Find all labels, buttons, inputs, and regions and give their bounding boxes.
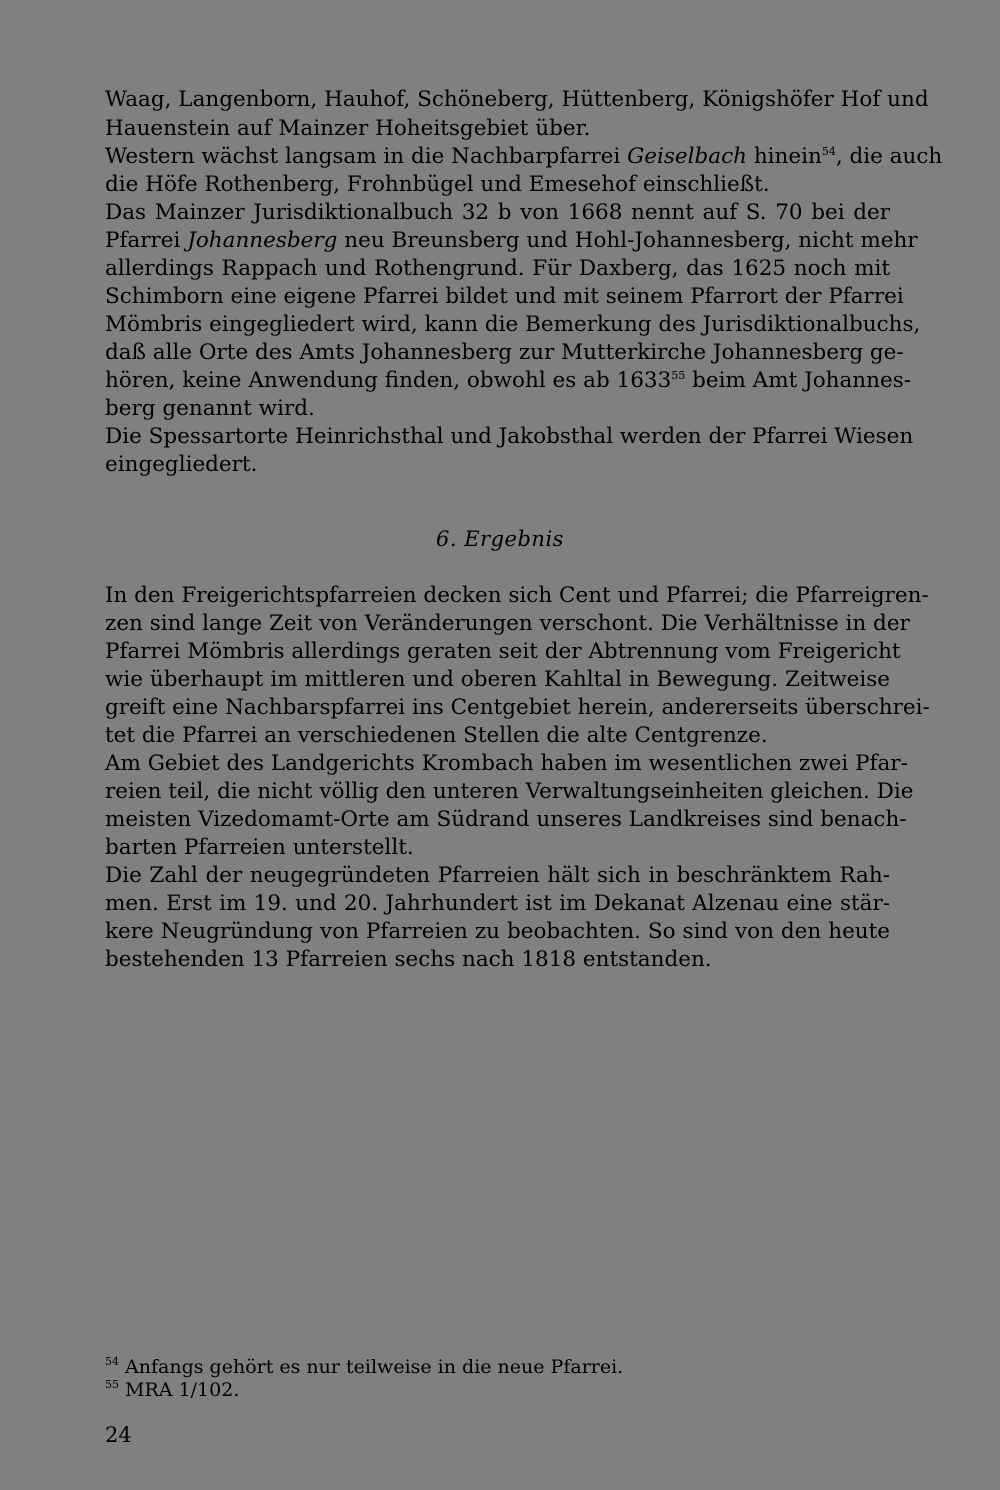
paragraph-5-line-5: greift eine Nachbarspfarrei ins Centgebiet herein, andererseits überschrei- bbox=[105, 695, 930, 720]
paragraph-5-line-1: In den Freigerichtspfarreien decken sich Cent und Pfarrei; die Pfarreigren- bbox=[105, 583, 929, 608]
paragraph-4-line-1: Die Spessartorte Heinrichsthal und Jakobsthal werden der Pfarrei Wiesen bbox=[105, 424, 914, 449]
footnote-ref-55: 55 bbox=[671, 369, 686, 382]
paragraph-1-line-2: Hauenstein auf Mainzer Hoheitsgebiet über. bbox=[105, 116, 591, 141]
text-span: , die auch bbox=[835, 144, 943, 169]
paragraph-5-line-6: tet die Pfarrei an verschiedenen Stellen die alte Centgrenze. bbox=[105, 723, 768, 748]
paragraph-6-line-1: Am Gebiet des Landgerichts Krombach haben im wesentlichen zwei Pfar- bbox=[105, 751, 908, 776]
paragraph-3-line-5: Mömbris eingegliedert wird, kann die Bemerkung des Jurisdiktionalbuchs, bbox=[105, 312, 921, 337]
text-span: beim Amt Johannes- bbox=[685, 368, 912, 393]
paragraph-3-line-6: daß alle Orte des Amts Johannesberg zur Mutterkirche Johannesberg ge- bbox=[105, 340, 904, 365]
page-number: 24 bbox=[105, 1423, 132, 1447]
footnote-number: 55 bbox=[105, 1378, 119, 1391]
paragraph-1-line-1: Waag, Langenborn, Hauhof, Schöneberg, Hüttenberg, Königshöfer Hof und bbox=[105, 87, 929, 112]
paragraph-5-line-2: zen sind lange Zeit von Veränderungen verschont. Die Verhältnisse in der bbox=[105, 611, 910, 636]
paragraph-2-line-1 bbox=[105, 142, 943, 171]
paragraph-7-line-1: Die Zahl der neugegründeten Pfarreien hält sich in beschränktem Rah- bbox=[105, 863, 890, 888]
paragraph-3-line-4: Schimborn eine eigene Pfarrei bildet und mit seinem Pfarrort der Pfarrei bbox=[105, 284, 904, 309]
paragraph-3-line-7 bbox=[105, 366, 912, 395]
paragraph-7-line-3: kere Neugründung von Pfarreien zu beobachten. So sind von den heute bbox=[105, 919, 890, 944]
section-heading: 6. Ergebnis bbox=[436, 527, 564, 551]
paragraph-5-line-3: Pfarrei Mömbris allerdings geraten seit der Abtrennung vom Freigericht bbox=[105, 639, 901, 664]
place-name-geiselbach: Geiselbach bbox=[627, 144, 747, 169]
paragraph-6-line-2: reien teil, die nicht völlig den unteren Verwaltungseinheiten gleichen. Die bbox=[105, 779, 914, 804]
paragraph-4-line-2: eingegliedert. bbox=[105, 452, 258, 477]
text-span: hören, keine Anwendung finden, obwohl es ab 1633 bbox=[105, 368, 672, 393]
footnote-ref-54: 54 bbox=[821, 145, 836, 158]
footnote-text: MRA 1/102. bbox=[125, 1379, 240, 1401]
text-span: hinein bbox=[746, 144, 822, 169]
text-span: Pfarrei bbox=[105, 228, 188, 253]
paragraph-2-line-2: die Höfe Rothenberg, Frohnbügel und Emesehof einschließt. bbox=[105, 172, 770, 197]
text-span: Western wächst langsam in die Nachbarpfarrei bbox=[105, 144, 628, 169]
footnote-number: 54 bbox=[105, 1355, 119, 1368]
paragraph-3-line-2 bbox=[105, 226, 918, 255]
paragraph-6-line-4: barten Pfarreien unterstellt. bbox=[105, 835, 414, 860]
paragraph-3-line-8: berg genannt wird. bbox=[105, 396, 315, 421]
text-span: neu Breunsberg und Hohl-Johannesberg, nicht mehr bbox=[337, 228, 918, 253]
footnote-text: Anfangs gehört es nur teilweise in die neue Pfarrei. bbox=[125, 1356, 624, 1378]
paragraph-5-line-4: wie überhaupt im mittleren und oberen Kahltal in Bewegung. Zeitweise bbox=[105, 667, 890, 692]
paragraph-3-line-3: allerdings Rappach und Rothengrund. Für Daxberg, das 1625 noch mit bbox=[105, 256, 890, 281]
paragraph-6-line-3: meisten Vizedomamt-Orte am Südrand unseres Landkreises sind benach- bbox=[105, 807, 907, 832]
place-name-johannesberg: Johannesberg bbox=[187, 228, 338, 253]
footnote-55 bbox=[105, 1378, 239, 1402]
paragraph-3-line-1: Das Mainzer Jurisdiktionalbuch 32 b von 1668 nennt auf S. 70 bei der bbox=[105, 200, 890, 225]
paragraph-7-line-4: bestehenden 13 Pfarreien sechs nach 1818 entstanden. bbox=[105, 947, 712, 972]
footnote-54 bbox=[105, 1355, 623, 1379]
paragraph-7-line-2: men. Erst im 19. und 20. Jahrhundert ist im Dekanat Alzenau eine stär- bbox=[105, 891, 890, 916]
